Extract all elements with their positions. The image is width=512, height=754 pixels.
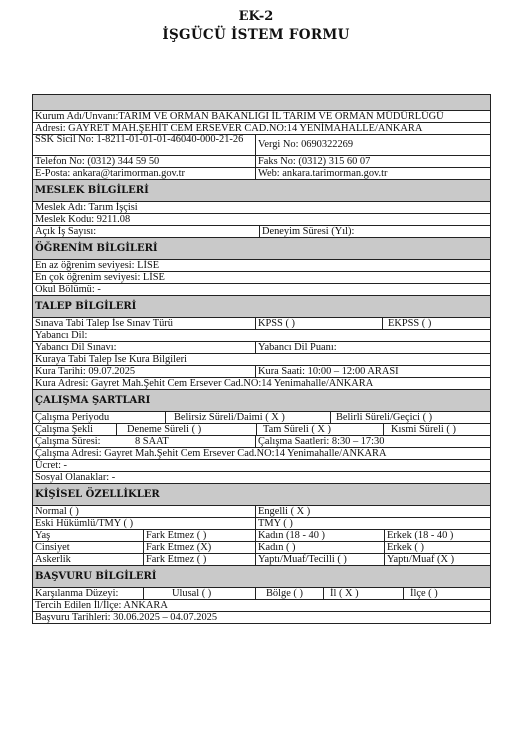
gender-label: Cinsiyet	[35, 542, 70, 553]
work-hours: Çalışma Saatleri: 8:30 – 17:30	[255, 436, 490, 447]
tax-number: Vergi No: 0690322269	[255, 135, 490, 155]
language-score: Yabancı Dil Puanı:	[255, 342, 490, 353]
occupation-name: Meslek Adı: Tarım İşçisi	[33, 202, 490, 214]
work-type: Çalışma Şekli	[35, 424, 94, 435]
disabled-option: Engelli ( X )	[255, 506, 490, 517]
lottery-date: Kura Tarihi: 09.07.2025	[35, 366, 136, 377]
school-department: Okul Bölümü: -	[33, 284, 490, 296]
work-duration: 8 SAAT	[135, 436, 169, 447]
section-education: ÖĞRENİM BİLGİLERİ	[33, 238, 490, 260]
section-personal: KİŞİSEL ÖZELLİKLER	[33, 484, 490, 506]
language-exam: Yabancı Dil Sınavı:	[35, 342, 117, 353]
lottery-time: Kura Saati: 10:00 – 12:00 ARASI	[255, 366, 490, 377]
institution-address: Adresi: GAYRET MAH.ŞEHİT CEM ERSEVER CAD.NO:14 YENİMAHALLE/ANKARA	[33, 123, 490, 135]
national-option: Ulusal ( )	[143, 588, 255, 599]
exam-type-row	[33, 318, 490, 330]
education-max: En çok öğrenim seviyesi: LİSE	[33, 272, 490, 284]
work-duration-row	[33, 436, 490, 448]
indefinite-option: Belirsiz Süreli/Daimi ( X )	[165, 412, 330, 423]
social-benefits: Sosyal Olanaklar: -	[33, 472, 490, 484]
convict-option: Eski Hükümlü/TMY ( )	[35, 518, 134, 529]
gender-any: Fark Etmez (X)	[143, 542, 255, 553]
occupation-code: Meslek Kodu: 9211.08	[33, 214, 490, 226]
tmy-option: TMY ( )	[255, 518, 490, 529]
section-application: BAŞVURU BİLGİLERİ	[33, 566, 490, 588]
military-label: Askerlik	[35, 554, 71, 565]
phone: Telefon No: (0312) 344 59 50	[35, 156, 160, 167]
section-work: ÇALIŞMA ŞARTLARI	[33, 390, 490, 412]
open-jobs: Açık İş Sayısı:	[35, 226, 97, 237]
age-male: Erkek (18 - 40 )	[384, 530, 490, 541]
gender-male: Erkek ( )	[384, 542, 490, 553]
work-period: Çalışma Periyodu	[35, 412, 110, 423]
part-time-option: Kısmi Süreli ( )	[383, 424, 490, 435]
gender-female: Kadın ( )	[255, 542, 384, 553]
coverage-label: Karşılanma Düzeyi:	[35, 588, 119, 599]
experience: Deneyim Süresi (Yıl):	[259, 226, 490, 237]
work-period-row	[33, 412, 490, 424]
institution-name: Kurum Adı/Unvanı:TARIM VE ORMAN BAKANLIĞI İL TARIM VE ORMAN MÜDÜRLÜĞÜ	[33, 111, 490, 123]
work-address: Çalışma Adresi: Gayret Mah.Şehit Cem Ersever Cad.NO:14 Yenimahalle/ANKARA	[33, 448, 490, 460]
email-row	[33, 168, 490, 180]
lottery-info: Kuraya Tabi Talep İse Kura Bilgileri	[33, 354, 490, 366]
exam-type: Sınava Tabi Talep İse Sınav Türü	[35, 318, 173, 329]
definite-option: Belirli Süreli/Geçici ( )	[330, 412, 490, 423]
military-done: Yaptı/Muaf/Tecilli ( )	[255, 554, 384, 565]
military-done-2: Yaptı/Muaf (X )	[384, 554, 490, 565]
age-label: Yaş	[35, 530, 51, 541]
form-title: İŞGÜCÜ İSTEM FORMU	[162, 27, 350, 43]
language-exam-row	[33, 342, 490, 354]
age-any: Fark Etmez ( )	[143, 530, 255, 541]
foreign-language: Yabancı Dil:	[33, 330, 490, 342]
age-row	[33, 530, 490, 542]
work-type-row	[33, 424, 490, 436]
lottery-date-row	[33, 366, 490, 378]
education-min: En az öğrenim seviyesi: LİSE	[33, 260, 490, 272]
ssk-number: SSK Sicil No: 1-8211-01-01-01-46040-000-21-26	[35, 135, 244, 145]
military-row	[33, 554, 490, 566]
application-dates: Başvuru Tarihleri: 30.06.2025 – 04.07.2025	[33, 612, 490, 624]
gender-row	[33, 542, 490, 554]
wage: Ücret: -	[33, 460, 490, 472]
lottery-address: Kura Adresi: Gayret Mah.Şehit Cem Ersever Cad.NO:14 Yenimahalle/ANKARA	[33, 378, 490, 390]
email: E-Posta: ankara@tarimorman.gov.tr	[35, 168, 185, 179]
fax: Faks No: (0312) 315 60 07	[255, 156, 490, 167]
ekpss-option: EKPSS ( )	[382, 318, 490, 329]
work-duration-label: Çalışma Süresi:	[35, 436, 101, 447]
kpss-option: KPSS ( )	[255, 318, 382, 329]
annex-label: EK-2	[238, 9, 274, 24]
convict-row	[33, 518, 490, 530]
full-time-option: Tam Süreli ( X )	[256, 424, 383, 435]
website: Web: ankara.tarimorman.gov.tr	[255, 168, 490, 179]
request-form-table	[32, 94, 491, 624]
province-option: İl ( X )	[323, 588, 403, 599]
top-gap	[33, 95, 490, 111]
military-any: Fark Etmez ( )	[143, 554, 255, 565]
regional-option: Bölge ( )	[255, 588, 323, 599]
normal-option: Normal ( )	[35, 506, 79, 517]
preferred-location: Tercih Edilen İl/İlçe: ANKARA	[33, 600, 490, 612]
age-female: Kadın (18 - 40 )	[255, 530, 384, 541]
section-request: TALEP BİLGİLERİ	[33, 296, 490, 318]
trial-option: Deneme Süreli ( )	[116, 424, 256, 435]
district-option: İlçe ( )	[403, 588, 490, 599]
section-occupation: MESLEK BİLGİLERİ	[33, 180, 490, 202]
coverage-row	[33, 588, 490, 600]
ssk-row	[33, 135, 490, 156]
open-jobs-row	[33, 226, 490, 238]
phone-row	[33, 156, 490, 168]
normal-row	[33, 506, 490, 518]
